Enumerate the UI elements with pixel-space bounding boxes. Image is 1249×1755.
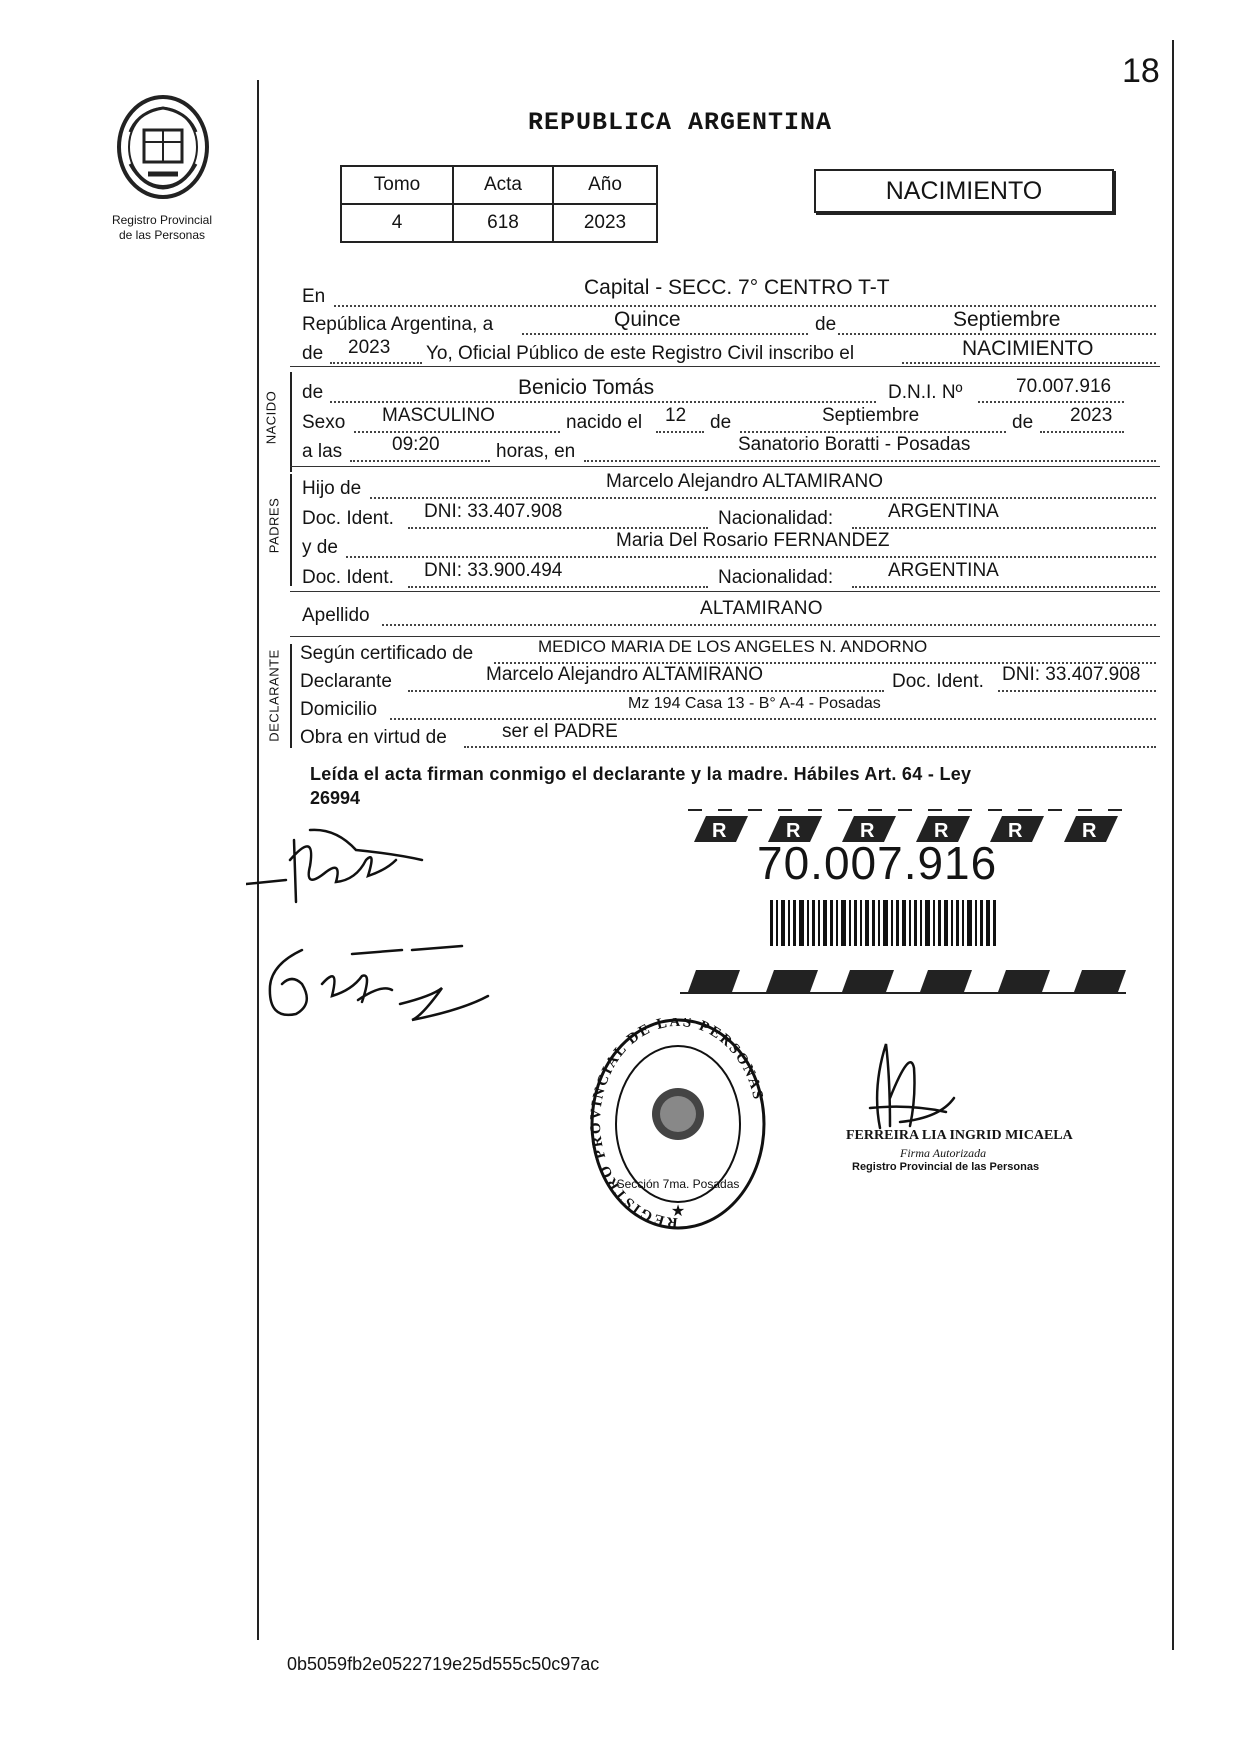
father-nationality-dotline: [852, 527, 1156, 529]
seal-caption-line2: de las Personas: [118, 228, 206, 242]
certificado-value: MEDICO MARIA DE LOS ANGELES N. ANDORNO: [538, 637, 928, 656]
birth-day-value: 12: [665, 405, 687, 426]
page-number: 18: [1122, 52, 1160, 90]
year-value: 2023: [348, 337, 391, 358]
ano-header: Año: [553, 166, 657, 204]
security-strip-bottom: [680, 966, 1126, 994]
record-kind-dotline: [902, 362, 1156, 364]
father-nationality-value: ARGENTINA: [888, 501, 999, 522]
padres-side-label: PADRES: [266, 497, 282, 554]
horas-label: horas, en: [496, 441, 576, 462]
nacido-el-label: nacido el: [566, 412, 643, 433]
declarante-signature: [246, 820, 426, 910]
section-divider-2: [290, 466, 1160, 467]
security-logo-1: R: [712, 820, 727, 842]
declarante-doc-value: DNI: 33.407.908: [1002, 664, 1141, 685]
sexo-value: MASCULINO: [382, 405, 495, 426]
father-name-dotline: [370, 497, 1156, 499]
declarante-doc-label: Doc. Ident.: [892, 671, 984, 692]
day-dotline: [522, 333, 808, 335]
official-role: Firma Autorizada: [900, 1146, 987, 1160]
closing-line-1: Leída el acta firman conmigo el declarante y la madre. Hábiles Art. 64 - Ley: [310, 764, 972, 784]
official-signature-scribble: [850, 1038, 970, 1130]
birth-place-value: Sanatorio Boratti - Posadas: [738, 434, 971, 455]
barcode: [770, 900, 996, 946]
father-doc-dotline: [408, 527, 708, 529]
official-office: Registro Provincial de las Personas: [852, 1161, 1040, 1173]
domicilio-label: Domicilio: [300, 699, 378, 720]
obra-dotline: [464, 746, 1156, 748]
apellido-dotline: [382, 624, 1156, 626]
record-kind-value: NACIMIENTO: [962, 337, 1094, 360]
mother-signature: [262, 944, 492, 1024]
nacido-de-label: de: [302, 382, 324, 403]
declarante-doc-dotline: [998, 690, 1156, 692]
official-stamp: [588, 1018, 768, 1236]
nacido-side-label: NACIDO: [263, 390, 279, 445]
a-las-label: a las: [302, 441, 343, 462]
father-nationality-label: Nacionalidad:: [718, 508, 834, 529]
declarante-side-label: DECLARANTE: [266, 649, 282, 742]
child-dni-dotline: [978, 401, 1124, 403]
year-dotline: [330, 362, 422, 364]
mother-name-dotline: [346, 556, 1156, 558]
declarante-dotline: [408, 690, 884, 692]
certificado-label: Según certificado de: [300, 643, 474, 664]
birth-year-dotline: [1040, 431, 1124, 433]
month-value: Septiembre: [953, 308, 1061, 331]
birth-month-value: Septiembre: [822, 405, 920, 426]
birth-year-value: 2023: [1070, 405, 1113, 426]
reference-table-value-row: [341, 204, 657, 242]
mother-nationality-label: Nacionalidad:: [718, 567, 834, 588]
document-hash: 0b5059fb2e0522719e25d555c50c97ac: [287, 1654, 600, 1674]
father-doc-value: DNI: 33.407.908: [424, 501, 563, 522]
de-label-2: de: [302, 343, 324, 364]
day-value: Quince: [614, 308, 681, 331]
declarante-label: Declarante: [300, 671, 392, 692]
mother-nationality-value: ARGENTINA: [888, 560, 999, 581]
republica-label: República Argentina, a: [302, 314, 494, 335]
page-title: REPUBLICA ARGENTINA: [528, 108, 833, 137]
en-label: En: [302, 286, 326, 307]
obra-label: Obra en virtud de: [300, 727, 447, 748]
father-name-value: Marcelo Alejandro ALTAMIRANO: [606, 471, 884, 492]
birth-place-dotline: [584, 460, 1156, 462]
reference-table: [340, 165, 658, 243]
padres-bracket: [290, 474, 292, 586]
ano-value: 2023: [553, 204, 657, 242]
hijo-de-label: Hijo de: [302, 478, 362, 499]
mother-name-value: Maria Del Rosario FERNANDEZ: [616, 530, 890, 551]
sexo-label: Sexo: [302, 412, 346, 433]
stamp-ring-text: REGISTRO PROVINCIAL DE LAS PERSONAS: [588, 1018, 767, 1231]
mother-doc-value: DNI: 33.900.494: [424, 560, 563, 581]
official-name: FERREIRA LIA INGRID MICAELA: [846, 1128, 1073, 1143]
time-dotline: [350, 460, 490, 462]
domicilio-value: Mz 194 Casa 13 - B° A-4 - Posadas: [628, 695, 881, 712]
birth-month-dotline: [740, 431, 1006, 433]
tomo-value: 4: [341, 204, 453, 242]
mother-nationality-dotline: [852, 586, 1156, 588]
province-seal: [108, 92, 218, 207]
seal-caption-line1: Registro Provincial: [111, 213, 213, 227]
security-logo-3: R: [860, 820, 875, 842]
tomo-header: Tomo: [341, 166, 453, 204]
right-margin-line: [1172, 40, 1174, 1650]
stamp-star-icon: ★: [670, 1203, 686, 1220]
security-logo-2: R: [786, 820, 801, 842]
acta-value: 618: [453, 204, 553, 242]
record-type-box: NACIMIENTO: [814, 169, 1114, 213]
obra-value: ser el PADRE: [502, 721, 618, 742]
reference-table-header-row: [341, 166, 657, 204]
mother-doc-label: Doc. Ident.: [302, 567, 394, 588]
nacido-bracket: [290, 372, 292, 472]
section-divider-3: [290, 591, 1160, 592]
child-dni-value: 70.007.916: [1016, 376, 1112, 397]
apellido-label: Apellido: [302, 605, 370, 626]
nacido-de-label-3: de: [1012, 412, 1034, 433]
de-label-1: de: [815, 314, 837, 335]
section-divider-1: [290, 366, 1160, 367]
child-name-value: Benicio Tomás: [518, 376, 655, 399]
closing-line-2: 26994: [310, 788, 361, 808]
domicilio-dotline: [390, 718, 1156, 720]
stamp-inner-text: Sección 7ma. Posadas: [616, 1177, 740, 1191]
place-dotline: [334, 305, 1156, 307]
declarante-value: Marcelo Alejandro ALTAMIRANO: [486, 664, 764, 685]
security-logo-6: R: [1082, 820, 1097, 842]
father-doc-label: Doc. Ident.: [302, 508, 394, 529]
birth-day-dotline: [656, 431, 704, 433]
place-value: Capital - SECC. 7° CENTRO T-T: [584, 276, 890, 299]
statement-text: Yo, Oficial Público de este Registro Civil inscribo el: [426, 343, 855, 364]
child-name-dotline: [330, 401, 876, 403]
nacido-de-label-2: de: [710, 412, 732, 433]
security-logo-4: R: [934, 820, 949, 842]
apellido-value: ALTAMIRANO: [700, 598, 823, 619]
declarante-bracket: [290, 644, 292, 748]
sexo-dotline: [354, 431, 560, 433]
acta-header: Acta: [453, 166, 553, 204]
month-dotline: [838, 333, 1156, 335]
security-number: 70.007.916: [757, 837, 998, 889]
y-de-label: y de: [302, 537, 338, 558]
dni-label: D.N.I. Nº: [888, 382, 963, 403]
time-value: 09:20: [392, 434, 440, 455]
mother-doc-dotline: [408, 586, 708, 588]
security-logo-5: R: [1008, 820, 1023, 842]
